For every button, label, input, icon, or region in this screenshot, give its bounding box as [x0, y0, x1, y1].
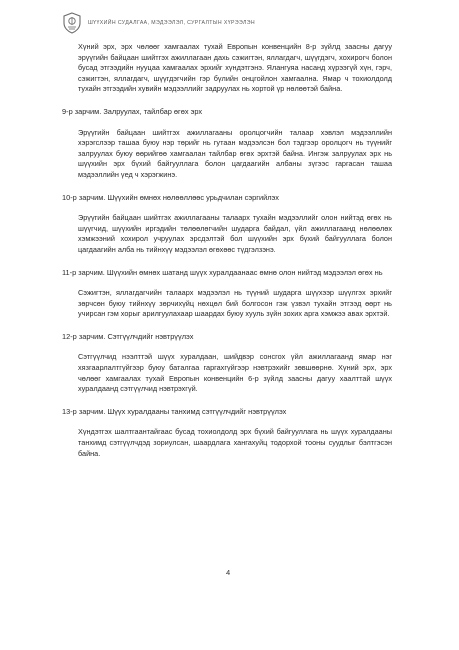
principle-10-text: Эрүүгийн байцаан шийтгэх ажиллагааны талаарх тухайн мэдээллийг олон нийтэд өгөх нь шүүгчид, шүүхийн иргэдийн төлөөлөгчийн шударга байдал, үйл ажиллагаанд нөлөөлөх хэмжээний хохирол учруулах эрсдэлтэй бол шүүхийн эрх бүхий байгууллага болон цагдаагийн алба нь тийнхүү мэдээлэл өгөхөөс түдгэлзэнэ.	[78, 213, 392, 254]
principle-12-text: Сэтгүүлчид нээлттэй шүүх хуралдаан, шийдвэр сонсгох үйл ажиллагаанд ямар нэг хязгаарлалтгүйгээр буюу баталгаа гаргахгүйгээр нэвтрэхийг зөвшөөрнө. Хүний эрх, эрх чөлөөг хамгаалах тухай Европын конвенцийн 6-р зүйлд заасны дагуу хаалттай шүүх хуралдаанд сэтгүүлчид нэвтрэхгүй.	[78, 352, 392, 394]
document-body	[62, 42, 392, 459]
principle-11-text: Сэжигтэн, яллагдагчийн талаарх мэдээлэл нь түүний шударга шүүхээр шүүлгэх эрхийг зөрчсөн буюу тийнхүү зөрчихүйц нөхцөл бий болгосон гэж үзвэл тухайн этгээд өөрт нь учирсан гэм хорыг арилгуулахаар шаардах буюу хууль зүйн зохих арга хэмжээ авах эрхтэй.	[78, 288, 392, 319]
principle-10-heading: 10-р зарчим. Шүүхийн өмнөх нөлөөллөөс урьдчилан сэргийлэх	[62, 192, 279, 202]
page-number: 4	[226, 568, 231, 577]
document-header	[62, 12, 255, 34]
principle-12-heading: 12-р зарчим. Сэтгүүлчдийг нэвтрүүлэх	[62, 331, 194, 341]
principle-13-heading: 13-р зарчим. Шүүх хуралдааны танхимд сэтгүүлчдийг нэвтрүүлэх	[62, 406, 287, 416]
principle-13-text: Хүндэтгэх шалтгаантайгаас бусад тохиолдолд эрх бүхий байгууллага нь шүүх хуралдааны танхимд сэтгүүлчдэд зориулсан, шаардлага хангахуйц тодорхой тооны суудлыг бэлтгэсэн байна.	[78, 427, 392, 458]
header-title: ШҮҮХИЙН СУДАЛГАА, МЭДЭЭЛЭЛ, СУРГАЛТЫН ХҮРЭЭЛЭН	[88, 20, 256, 26]
principle-9-heading: 9-р зарчим. Залруулах, тайлбар өгөх эрх	[62, 106, 203, 116]
institute-logo-icon	[62, 12, 82, 34]
paragraph-privacy: Хүний эрх, эрх чөлөөг хамгаалах тухай Европын конвенцийн 8-р зүйлд заасны дагуу эрүүгийн байцаан шийтгэх ажиллагаан дахь сэжигтэн, яллагдагч, шүүгдэгч, хохирогч болон бусад этгээдийн нууцаа хамгаалах эрхийг хүндэтгэнэ. Ялангуяа насанд хүрээгүй хүн, гэрч, сэжигтэн, яллагдагч, шүүгдэгчийн гэр бүлийн онцгойлон хамгаална. Ямар ч тохиолдолд тухайн этгээдийн хувийн мэдээллийг задруулах нь хортой үр нөлөөтэй байна.	[78, 42, 392, 94]
principle-9-text: Эрүүгийн байцаан шийтгэх ажиллагааны оролцогчийн талаар хэвлэл мэдээллийн хэрэгслээр ташаа буюу нэр төрийг нь гутаан мэдээлсэн бол тэдгээр оролцогч нь түүнийг залруулах буюу өөрийгөө хамгаалан тайлбар өгөх эрхтэй байна. Ингэж залруулах эрх нь шүүхийн эрх бүхий байгууллага болон цагдаагийн албаны зүгээс гаргасан ташаа мэдээллийн үед ч хэрэгжинэ.	[78, 127, 392, 179]
principle-11-heading: 11-р зарчим. Шүүхийн өмнөх шатанд шүүх хуралдаанаас өмнө олон нийтэд мэдээлэл өгөх нь	[62, 267, 383, 277]
